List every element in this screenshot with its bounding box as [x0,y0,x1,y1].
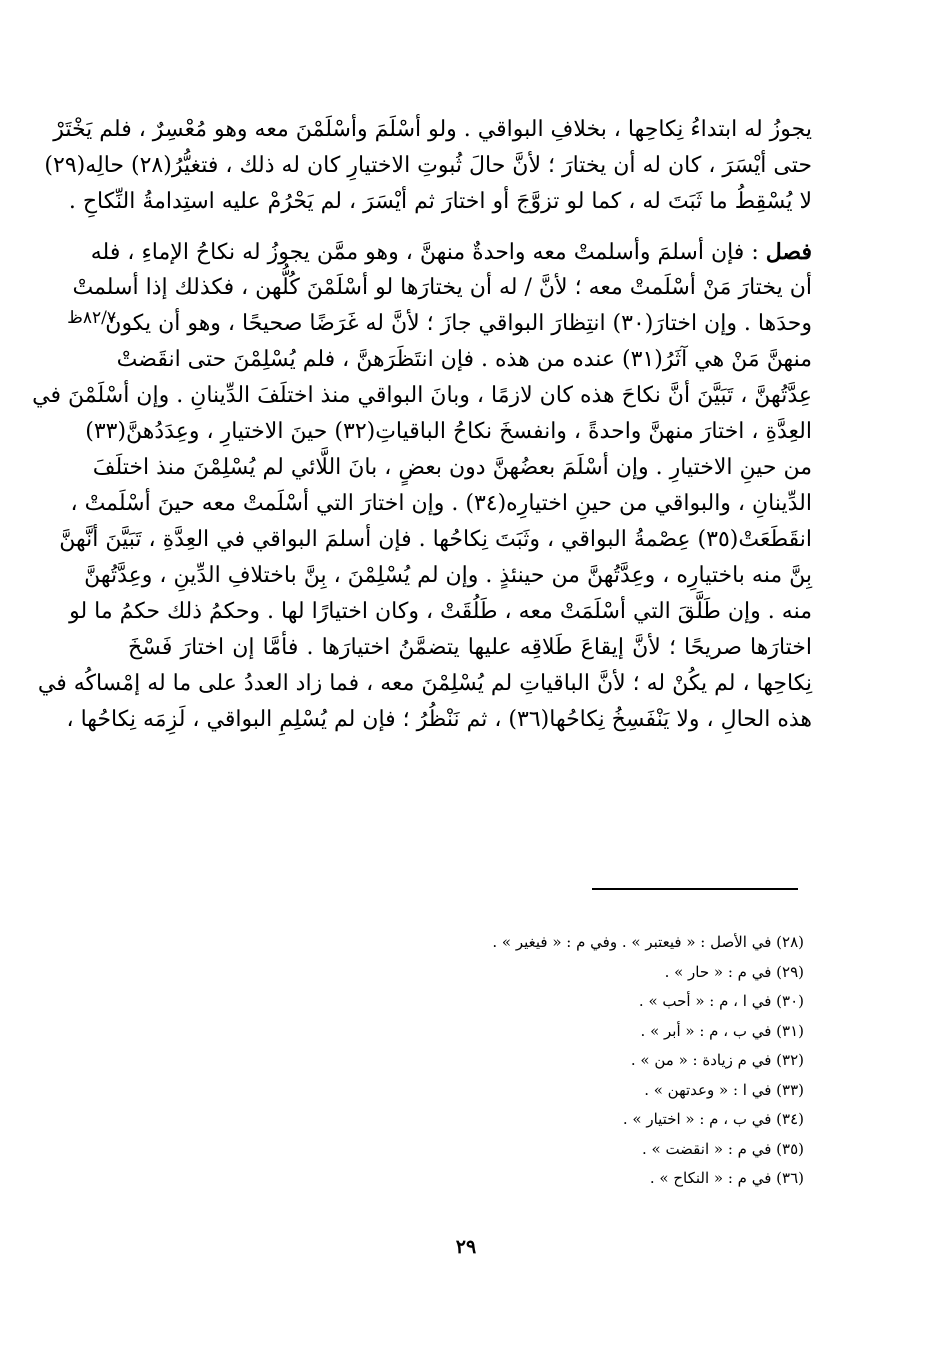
text-line: من حينِ الاختيارِ . وإن أسْلَمَ بعضُهنَّ دون بعضٍ ، بانَ اللَّائي لم يُسْلِمْنَ منذ اختلَفَ [92,455,812,480]
section-label: فصل [765,239,812,265]
text-line: عِدَّتُهنَّ ، تَبَيَّنَ أنَّ نكاحَ هذه كان لازمًا ، وبانَ البواقي منذ اختلَفَ الدِّينانِ . وإن أسْلَمْنَ في [32,383,812,408]
text-line: منهنَّ مَنْ هي آثَرُ(٣١) عنده من هذه . فإن انتَظَرَهنَّ ، فلم يُسْلِمْنَ حتى انقَضتْ [116,347,812,372]
footnote: (٣١) في ب ، م : « أبر » . [640,1021,804,1040]
text-line: بِنَّ منه باختيارِه ، وعِدَّتُهنَّ من حينئذٍ . وإن لم يُسْلِمْنَ ، بِنَّ باختلافِ الدِّينِ ، وعِدَّتُهنَّ [84,563,812,588]
page-number: ٢٩ [455,1236,477,1258]
footnote: (٢٩) في م : « حار » . [664,962,804,981]
text-line: لا يُسْقِطُ ما ثَبَتَ له ، كما لو تزوَّجَ أو اختارَ ثم أيْسَرَ ، لم يَحْرُمْ عليه استِدامةُ النِّكاحِ . [68,189,812,214]
section-first-line-text: : فإن أسلمَ وأسلمتْ معه واحدةٌ منهنَّ ، وهو ممَّن يجوزُ له نكاحُ الإماءِ ، فله [90,240,759,265]
text-line: أن يختارَ مَنْ أسْلَمتْ معه ؛ لأنَّ / له أن يختارَها لو أسْلَمْنَ كُلُّهن ، فكذلك إذا أسلمتْ [72,275,812,300]
text-line: اختارَها صريحًا ؛ لأنَّ إيقاعَ طَلاقِه عليها يتضمَّنُ اختيارَها . فأمَّا إن اختارَ فَسْخَ [128,635,812,660]
text-line: الدِّينانِ ، والبواقي من حينِ اختيارِه(٣٤) . وإن اختارَ التي أسْلَمتْ معه حينَ أسْلَمتْ ، [70,491,812,516]
footnote: (٣٢) في م زيادة : « من » . [630,1051,804,1069]
manuscript-folio-note: ٨٢/٧ظ [67,308,116,328]
text-line: يجوزُ له ابتداءُ نِكاحِها ، بخلافِ البواقي . ولو أسْلَمَ وأسْلَمْنَ معه وهو مُعْسِرٌ ، فلم يَخْتَرْ [53,117,812,142]
text-line: العِدَّةِ ، اختارَ منهنَّ واحدةً ، وانفسخَ نكاحُ الباقياتِ(٣٢) حينَ الاختيارِ ، وعِدَدُهنَّ(٣٣) [85,419,812,444]
text-line: نِكاحِها ، لم يكُنْ له ؛ لأنَّ الباقياتِ لم يُسْلِمْنَ معه ، فما زاد العددُ على ما له إمْساكُه في [37,671,812,696]
text-line: حتى أيْسَرَ ، كان له أن يختارَ ؛ لأنَّ حالَ ثُبوتِ الاختيارِ كان له ذلك ، فتغيُّرُ(٢٨) حالِه(٢٩) [44,153,812,178]
text-line: هذه الحالِ ، ولا يَنْفَسِخُ نِكاحُها(٣٦) ، ثم نَنْظُرُ ؛ فإن لم يُسْلِمِ البواقي ، لَزِمَه نِكاحُها ، [66,707,812,732]
section-first-line [90,234,812,270]
text-line: انقَطَعَتْ(٣٥) عِصْمةُ البواقي ، وثَبَتَ نِكاحُها . فإن أسلمَ البواقي في العِدَّةِ ، تَبَيَّنَ أنَّهنَّ [59,527,812,552]
footnote: (٣٦) في م : « النكاح » . [649,1169,804,1187]
footnote: (٣٣) في ا : « وعدتهن » . [644,1080,804,1099]
text-line: منه . وإن طَلَّقَ التي أسْلَمَتْ معه ، طَلُقَتْ ، وكان اختيارًا لها . وحكمُ ذلك حكمُ ما لو [69,599,812,624]
footnote: (٣٥) في م : « انقضت » . [641,1139,804,1158]
footnote: (٣٠) في ا ، م : « أحب » . [638,992,804,1010]
footnote-separator [592,888,798,890]
footnote: (٣٤) في ب ، م : « اختيار » . [622,1110,804,1128]
paragraph-gap [128,220,812,234]
footnote: (٢٨) في الأصل : « فيعتبر » . وفي م : « فيغير » . [492,933,804,951]
text-line: وحدَها . وإن اختارَ(٣٠) انتِظارَ البواقي جازَ ؛ لأنَّ له غَرَضًا صحيحًا ، وهو أن يكونَ [105,311,812,336]
footnotes [420,928,804,1194]
